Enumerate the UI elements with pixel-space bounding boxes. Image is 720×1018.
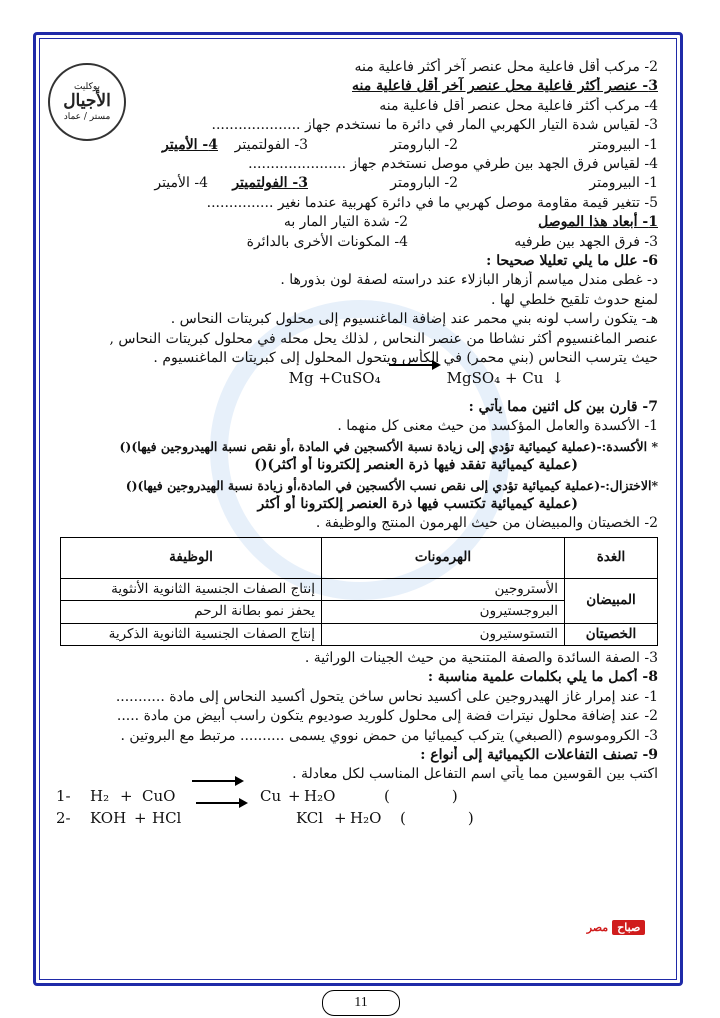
brand-word: مصر [586,920,609,934]
arrow-icon [196,802,246,824]
table-row [61,623,658,645]
answer-line: (عملية كيميائية تكتسب فيها ذرة العنصر إلكترونا أو أكثر [257,495,578,512]
answer-line: (عملية كيميائية تفقد فيها ذرة العنصر إلكترونا أو أكثر)() [254,457,578,474]
text-line: حيث يترسب النحاس (بني محمر) في الكأس ويتحول المحلول إلى كبريتات الماغنسيوم . [153,350,658,367]
question-line: 4- لقياس فرق الجهد بين طرفي موصل نستخدم جهاز ...................... [248,156,658,173]
option: 2- شدة التيار المار به [283,214,408,231]
option-answer: 1- أبعاد هذا الموصل [538,214,658,231]
plus-sign: + [120,786,133,805]
options-row [54,213,658,232]
option: 3- فرق الجهد بين طرفيه [514,233,658,250]
text-line: لمنع حدوث تلقيح خلطي لها . [491,291,658,308]
options-row [54,174,658,193]
text-line: 2- عند إضافة محلول نيترات فضة إلى محلول كلوريد صوديوم يتكون راسب أبيض من مادة ..... [116,708,658,725]
brand-logo [560,917,672,937]
reactant: HCl [152,808,182,827]
function-cell: إنتاج الصفات الجنسية الثانوية الذكرية [61,623,322,645]
text-line: 3- الصفة السائدة والصفة المتنحية من حيث الجينات الوراثية . [304,649,658,666]
options-row [54,136,658,155]
text-line: 1- عند إمرار غاز الهيدروجين على أكسيد نحاس ساخن يتحول أكسيد النحاس إلى مادة ........... [115,688,658,705]
plus-sign: + [134,808,147,827]
product: H₂O [350,808,382,827]
gland-cell: الخصيتان [565,623,658,645]
option-line: 2- مركب أقل فاعلية محل عنصر آخر أكثر فاعلية منه [354,59,658,75]
option-answer: 4- الأميتر [162,136,218,153]
equation-rhs: MgSO₄ + Cu [446,368,544,387]
plus-sign: + [288,786,301,805]
hormone-cell: الأستروجين [322,578,565,600]
question-heading: 7- قارن بين كل اثنين مما يأتي : [468,398,658,415]
product: H₂O [304,786,336,805]
plus-sign: + [334,808,347,827]
table-row [61,578,658,600]
option: 3- الفولتميتر [234,136,308,153]
text-line: د- غطى مندل مياسم أزهار البازلاء عند دراسته لصفة لون بذورها . [280,272,658,289]
reaction-number: 2- [56,808,71,827]
reaction-number: 1- [56,786,71,805]
option: 2- البارومتر [390,136,458,153]
answer-blank: ( ) [384,786,458,805]
answer-line: * الأكسدة:-(عملية كيميائية تؤدي إلى زيادة نسبة الأكسجين في المادة ،أو نقص نسبة الهيدروجين فيها)() [119,438,658,454]
reaction-row [54,785,658,807]
answer-blank: ( ) [400,808,474,827]
hormones-table [60,537,658,646]
text-line: 1- الأكسدة والعامل المؤكسد من حيث معنى كل منهما . [337,418,658,435]
option-answer: 3- الفولتميتر [232,175,308,192]
question-heading: 8- أكمل ما يلي بكلمات علمية مناسبة : [427,669,658,686]
text-line: اكتب بين القوسين مما يأتي اسم التفاعل المناسب لكل معادلة . [292,766,658,783]
function-cell: يحفز نمو بطانة الرحم [61,601,322,623]
product: Cu [260,786,282,805]
table-header: الغدة [565,537,658,578]
worksheet-content [54,58,658,829]
arrow-icon [389,364,439,383]
brand-word: صباح [612,920,645,935]
option: 2- البارومتر [390,175,458,192]
precipitate-arrow-icon: ↓ [551,368,564,387]
option: 4- الأميتر [154,175,208,192]
text-line: هـ- يتكون راسب لونه بني محمر عند إضافة الماغنسيوم إلى محلول كبريتات النحاس . [170,311,658,328]
question-line: 5- تتغير قيمة مقاومة موصل كهربي ما في دائرة كهربية عندما نغير ............... [206,194,658,211]
logo-top: بوكليت [74,81,100,92]
chemical-equation [54,369,658,388]
hormone-cell: التستوستيرون [322,623,565,645]
hormone-cell: البروجستيرون [322,601,565,623]
reactant: CuO [142,786,176,805]
logo-sub: مستر / عماد [63,111,111,122]
product: KCl [296,808,324,827]
text-line: 2- الخصيتان والمبيضان من حيث الهرمون المنتج والوظيفة . [315,515,658,532]
option: 4- المكونات الأخرى بالدائرة [246,233,408,250]
logo-title: الأجيال [63,91,111,112]
answer-line: *الاختزال:-(عملية كيميائية تؤدي إلى نقص نسب الأكسجين في المادة،أو زيادة نسبة الهيدروجين فيها)() [125,477,658,493]
arrow-icon [192,780,242,802]
question-heading: 9- تصنف التفاعلات الكيميائية إلى أنواع : [420,747,658,763]
option-line: 4- مركب أكثر فاعلية محل عنصر أقل فاعلية منه [379,97,658,114]
reactant: KOH [90,808,127,827]
answer-line: 3- عنصر أكثر فاعلية محل عنصر آخر أقل فاعلية منه [352,78,658,95]
equation-lhs: Mg +CuSO₄ [288,368,381,387]
page-number: 11 [322,990,400,1016]
option: 1- البيرومتر [589,175,658,192]
options-row [54,233,658,252]
text-line: عنصر الماغنسيوم أكثر نشاطا من عنصر النحاس , لذلك يحل محله في محلول كبريتات النحاس , [109,330,658,347]
gland-cell: المبيضان [565,578,658,623]
reactant: H₂ [90,786,110,805]
reaction-row [54,807,658,829]
option: 1- البيرومتر [589,136,658,153]
question-line: 3- لقياس شدة التيار الكهربي المار في دائرة ما نستخدم جهاز .................... [211,117,658,134]
table-header: الهرمونات [322,537,565,578]
table-header: الوظيفة [61,537,322,578]
question-heading: 6- علل ما يلي تعليلا صحيحا : [486,253,658,270]
text-line: 3- الكروموسوم (الصبغي) يتركب كيميائيا من حمض نووي يسمى .......... مرتبط مع البروتين . [120,727,658,744]
function-cell: إنتاج الصفات الجنسية الثانوية الأنثوية [61,578,322,600]
